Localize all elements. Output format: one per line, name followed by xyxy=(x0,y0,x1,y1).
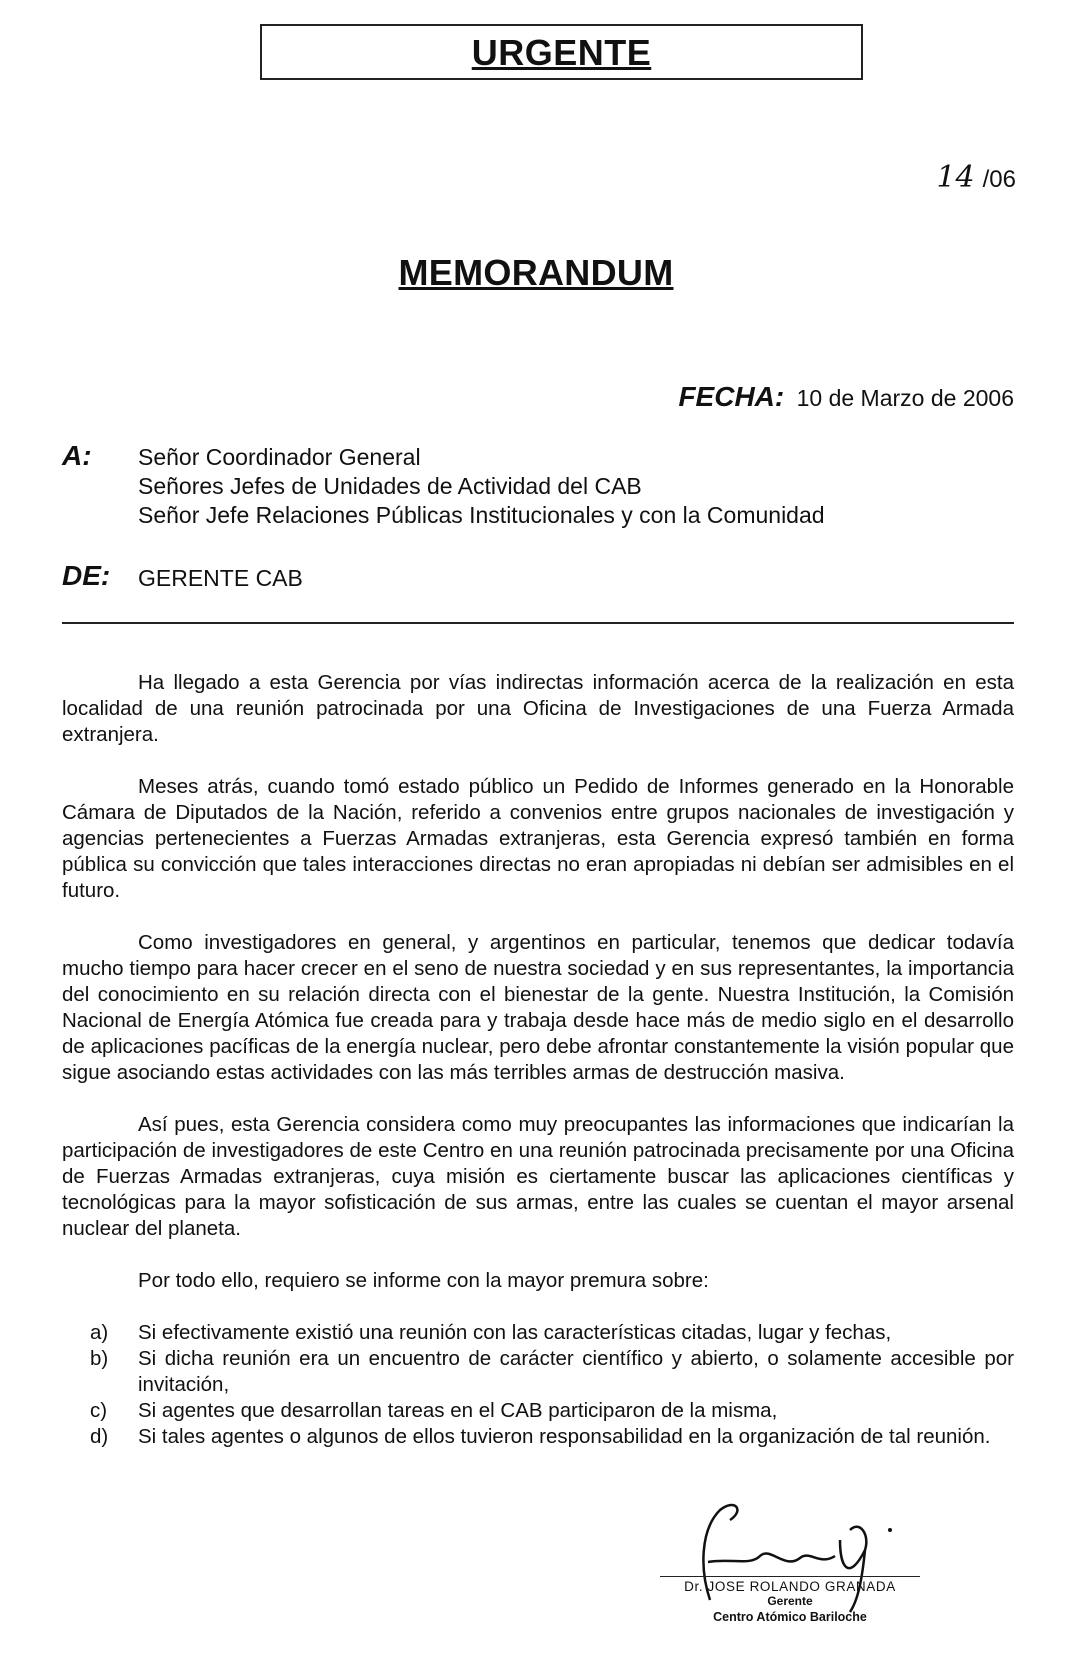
body-paragraph: Por todo ello, requiero se informe con la mayor premura sobre: xyxy=(138,1269,709,1292)
urgent-banner xyxy=(260,24,863,80)
memo-body xyxy=(62,670,1014,1450)
memo-number-handwritten: 14 xyxy=(936,160,975,195)
body-paragraph: Ha llegado a esta Gerencia por vías indirectas información acerca de la realización en esta localidad de una reunión patrocinada por una Oficina de Investigaciones de una Fuerza Armada extranjera. xyxy=(62,671,1014,746)
body-paragraph: Así pues, esta Gerencia considera como muy preocupantes las informaciones que indicarían la participación de investigadores de este Centro en una reunión patrocinada precisamente por una Oficina de Fuerzas Armadas extranjeras, cuya misión es ciertamente buscar las aplicaciones científicas y tecnológicas para la mayor sofisticación de sus armas, entre las cuales se cuentan el mayor arsenal nuclear del planeta. xyxy=(62,1113,1014,1240)
list-item-letter: d) xyxy=(90,1425,109,1448)
memo-number xyxy=(936,160,1016,195)
memo-number-suffix: /06 xyxy=(982,166,1016,193)
body-paragraph: Meses atrás, cuando tomó estado público un Pedido de Informes generado en la Honorable Cámara de Diputados de la Nación, referido a convenios entre grupos nacionales de investigación y agencias pertenecientes a Fuerzas Armadas extranjeras, esta Gerencia expresó también en forma pública su convicción que tales interacciones directas no eran apropiadas ni debían ser admisibles en el futuro. xyxy=(62,775,1014,902)
signature-block xyxy=(660,1576,920,1625)
date-value: 10 de Marzo de 2006 xyxy=(796,385,1014,411)
list-item-text: Si agentes que desarrollan tareas en el CAB participaron de la misma, xyxy=(138,1399,778,1422)
date-line xyxy=(678,381,1014,413)
list-item-letter: a) xyxy=(90,1321,109,1344)
list-item xyxy=(62,1424,1014,1450)
list-item xyxy=(62,1398,1014,1424)
recipient-line: Señores Jefes de Unidades de Actividad del CAB xyxy=(138,473,642,499)
urgent-label: URGENTE xyxy=(471,32,652,73)
list-item-letter: b) xyxy=(90,1347,109,1370)
list-item xyxy=(62,1346,1014,1398)
recipient-line: Señor Coordinador General xyxy=(138,444,421,470)
recipients-list xyxy=(138,443,825,530)
list-item-letter: c) xyxy=(90,1399,108,1422)
from-label: DE: xyxy=(62,560,111,591)
request-list xyxy=(62,1320,1014,1450)
recipient-line: Señor Jefe Relaciones Públicas Institucionales y con la Comunidad xyxy=(138,502,825,528)
list-item-text: Si tales agentes o algunos de ellos tuvieron responsabilidad en la organización de tal reunión. xyxy=(138,1425,991,1448)
signer-role: Gerente xyxy=(767,1594,813,1608)
to-label: A: xyxy=(62,440,92,471)
list-item-text: Si dicha reunión era un encuentro de carácter científico y abierto, o solamente accesible por invitación, xyxy=(138,1347,1014,1396)
header-divider xyxy=(62,622,1014,624)
sender: GERENTE CAB xyxy=(138,565,303,591)
page-title: MEMORANDUM xyxy=(398,252,674,293)
body-paragraph: Como investigadores en general, y argentinos en particular, tenemos que dedicar todavía mucho tiempo para hacer crecer en el seno de nuestra sociedad y en sus representantes, la importancia del conocimiento en su relación directa con el bienestar de la gente. Nuestra Institución, la Comisión Nacional de Energía Atómica fue creada para y trabaja desde hace más de medio siglo en el desarrollo de aplicaciones pacíficas de la energía nuclear, pero debe afrontar constantemente la visión popular que sigue asociando estas actividades con las más terribles armas de destrucción masiva. xyxy=(62,931,1014,1084)
list-item xyxy=(62,1320,1014,1346)
list-item-text: Si efectivamente existió una reunión con las características citadas, lugar y fechas, xyxy=(138,1321,892,1344)
signer-name: Dr. JOSE ROLANDO GRANADA xyxy=(660,1576,920,1594)
date-label: FECHA: xyxy=(678,381,785,412)
signer-institution: Centro Atómico Bariloche xyxy=(713,1610,867,1624)
